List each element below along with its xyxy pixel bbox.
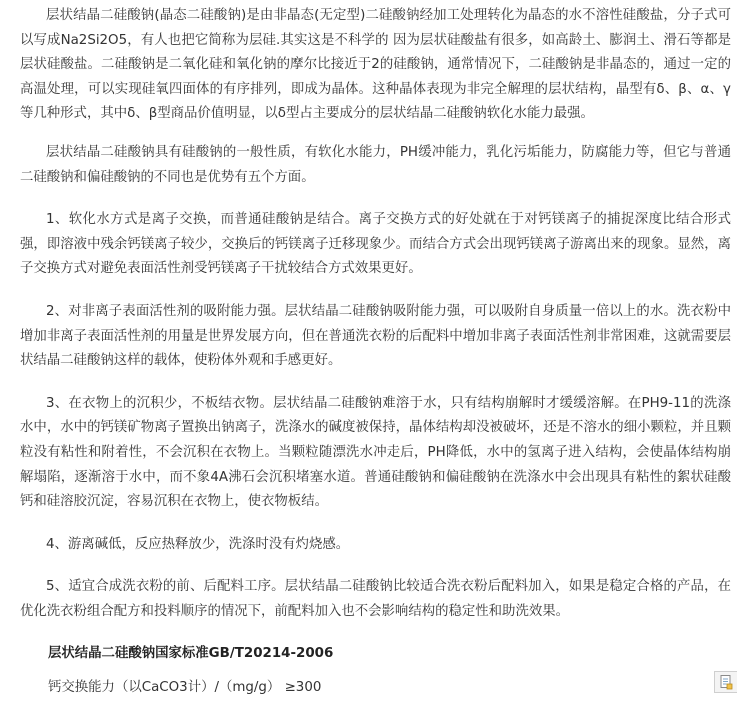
paragraph-point-1: 1、软化水方式是离子交换，而普通硅酸钠是结合。离子交换方式的好处就在于对钙镁离子的捕捉深度比结合形式强，即溶液中残余钙镁离子较少，交换后的钙镁离子迁移现象少。而结合方式会出现钙镁离子游离出来的现象。显然，离子交换方式对避免表面活性剂受钙镁离子干扰较结合方式效果更好。	[20, 212, 731, 277]
document-icon[interactable]	[714, 671, 737, 693]
paragraph-properties: 层状结晶二硅酸钠具有硅酸钠的一般性质，有软化水能力，PH缓冲能力，乳化污垢能力，防腐能力等，但它与普通二硅酸钠和偏硅酸钠的不同也是优势有五个方面。	[20, 144, 731, 185]
paragraph-point-3: 3、在衣物上的沉积少，不板结衣物。层状结晶二硅酸钠难溶于水，只有结构崩解时才缓缓溶解。在PH9-11的洗涤水中，水中的钙镁矿物离子置换出钠离子，洗涤水的碱度被保持，晶体结构却没被破坏，还是不溶水的细小颗粒，并且颗粒没有粘性和附着性，不会沉积在衣物上。当颗粒随漂洗水冲走后，PH降低，水中的氢离子进入结构，会使晶体结构崩解塌陷，逐渐溶于水中，而不象4A沸石会沉积堵塞水道。普通硅酸钠和偏硅酸钠在洗涤水中会出现具有粘性的絮状硅酸钙和硅溶胶沉淀，容易沉积在衣物上，使衣物板结。	[20, 395, 731, 510]
spec-calcium-exchange: 钙交换能力（以CaCO3计）/（mg/g） ≥300	[48, 680, 322, 696]
paragraph-point-4: 4、游离碱低，反应热释放少，洗涤时没有灼烧感。	[46, 536, 350, 552]
paragraph-point-2: 2、对非离子表面活性剂的吸附能力强。层状结晶二硅酸钠吸附能力强，可以吸附自身质量一倍以上的水。洗衣粉中增加非离子表面活性剂的用量是世界发展方向，但在普通洗衣粉的后配料中增加非离子表面活性剂非常困难，这就需要层状结晶二硅酸钠这样的载体，使粉体外观和手感更好。	[20, 303, 731, 369]
paragraph-intro: 层状结晶二硅酸钠(晶态二硅酸钠)是由非晶态(无定型)二硅酸钠经加工处理转化为晶态的水不溶性硅酸盐，分子式可以写成Na2Si2O5，有人也把它简称为层硅.其实这是不科学的 因为层状硅酸盐有很多，如高龄土、膨润土、滑石等都是层状硅酸盐。二硅酸钠是二氧化硅和氧化钠的摩尔比接近于2的硅酸钠，通常情况下，二硅酸钠是非晶态的，通过一定的高温处理，可以实现硅氧四面体的有序排列，即成为晶体。这种晶体表现为非完全解理的层状结构，晶型有δ、β、α、γ 等几种形式，其中δ、β型商品价值明显，以δ型占主要成分的层状结晶二硅酸钠软化水能力最强。	[20, 8, 731, 122]
paragraph-point-5: 5、适宜合成洗衣粉的前、后配料工序。层状结晶二硅酸钠比较适合洗衣粉后配料加入，如果是稳定合格的产品，在优化洗衣粉组合配方和投料顺序的情况下，前配料加入也不会影响结构的稳定性和助洗效果。	[20, 579, 731, 619]
standard-heading: 层状结晶二硅酸钠国家标准GB/T20214-2006	[48, 646, 334, 662]
